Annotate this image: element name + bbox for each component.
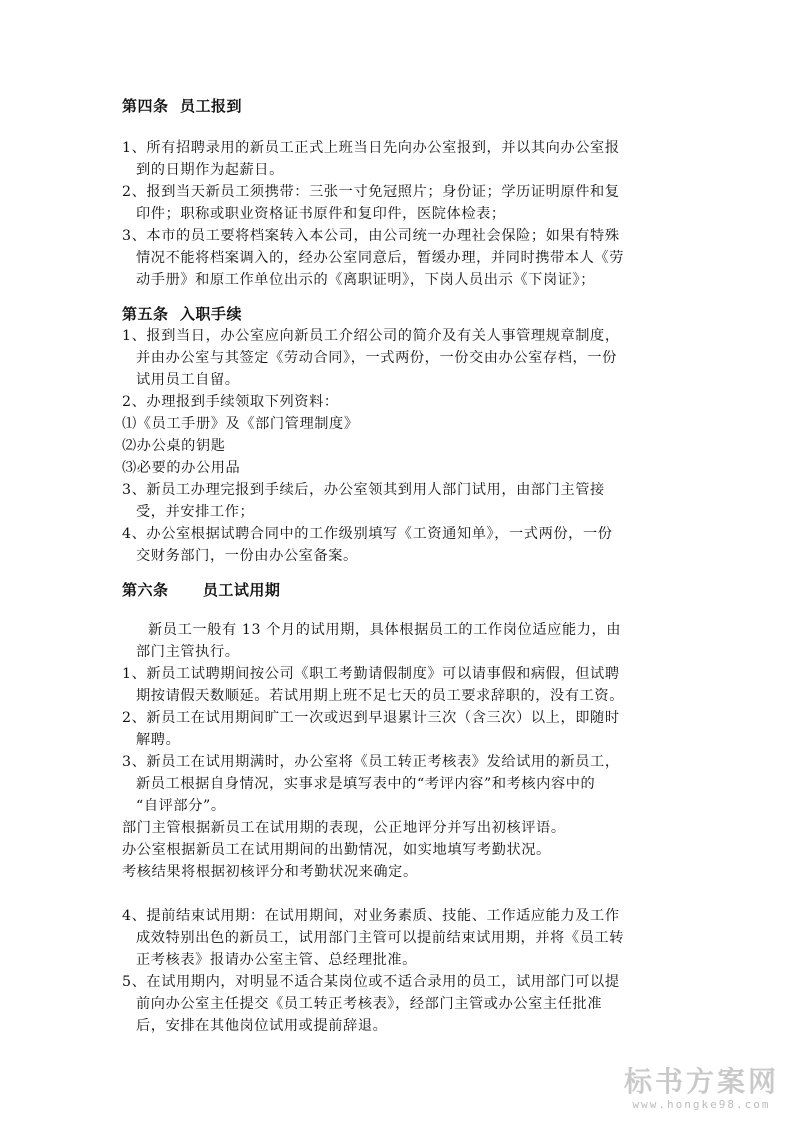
section-6-line: 4、提前结束试用期：在试用期间，对业务素质、技能、工作适应能力及工作	[122, 908, 620, 924]
section-6-line: 解聘。	[136, 732, 181, 748]
section-5-heading: 第五条 入职手续	[122, 305, 242, 323]
section-6-line: 期按请假天数顺延。若试用期上班不足七天的员工要求辞职的，没有工资。	[136, 688, 624, 704]
watermark-url: www.hongke98.com	[632, 1098, 771, 1111]
section-5-line: 交财务部门，一份由办公室备案。	[136, 548, 358, 564]
section-4-line: 1、所有招聘录用的新员工正式上班当日先向办公室报到，并以其向办公室报	[122, 140, 620, 156]
section-5-line: 2、办理报到手续领取下列资料：	[122, 394, 339, 410]
section-5-line: 4、办公室根据试聘合同中的工作级别填写《工资通知单》，一式两份，一份	[122, 526, 613, 542]
section-5-line: ⑴《员工手册》及《部门管理制度》	[122, 416, 359, 432]
section-6-line: 5、在试用期内，对明显不适合某岗位或不适合录用的员工，试用部门可以提	[122, 974, 620, 990]
section-6-line: 正考核表》报请办公室主管、总经理批准。	[136, 952, 417, 968]
section-4-line: 到的日期作为起薪日。	[136, 162, 284, 178]
section-5-line: ⑵办公桌的钥匙	[122, 438, 226, 454]
section-4-heading: 第四条 员工报到	[122, 97, 242, 115]
section-5-line: ⑶必要的办公用品	[122, 460, 241, 476]
section-6-line: 成效特别出色的新员工，试用部门主管可以提前结束试用期，并将《员工转	[136, 930, 624, 946]
section-4-line: 印件；职称或职业资格证书原件和复印件，医院体检表；	[136, 206, 506, 222]
section-6-line: 部门主管根据新员工在试用期的表现，公正地评分并写出初核评语。	[122, 820, 566, 836]
section-6-line: 部门主管执行。	[136, 644, 240, 660]
section-6-heading: 第六条 员工试用期	[122, 581, 281, 599]
section-4-line: 3、本市的员工要将档案转入本公司，由公司统一办理社会保险；如果有特殊	[122, 228, 620, 244]
section-6-line: 新员工根据自身情况，实事求是填写表中的“考评内容”和考核内容中的	[136, 776, 596, 792]
section-6-line: 2、新员工在试用期间旷工一次或迟到早退累计三次（含三次）以上，即随时	[122, 710, 620, 726]
section-6-line: 1、新员工试聘期间按公司《职工考勤请假制度》可以请事假和病假，但试聘	[122, 666, 620, 682]
section-6-line: 考核结果将根据初核评分和考勤状况来确定。	[122, 864, 418, 880]
watermark-logo	[624, 1066, 779, 1112]
section-5-line: 1、报到当日，办公室应向新员工介绍公司的简介及有关人事管理规章制度，	[122, 328, 620, 344]
section-5-line: 受，并安排工作；	[136, 504, 255, 520]
section-6-line: 新员工一般有 13 个月的试用期，具体根据员工的工作岗位适应能力，由	[148, 622, 622, 638]
section-5-line: 3、新员工办理完报到手续后，办公室领其到用人部门试用，由部门主管接	[122, 482, 605, 498]
section-6-line: 办公室根据新员工在试用期间的出勤情况，如实地填写考勤状况。	[122, 842, 551, 858]
watermark-title: 标书方案网	[623, 1065, 779, 1098]
section-4-line: 动手册》和原工作单位出示的《离职证明》，下岗人员出示《下岗证》；	[136, 272, 596, 288]
section-6-line: “自评部分”。	[136, 798, 226, 814]
section-4-line: 情况不能将档案调入的，经办公室同意后，暂缓办理，并同时携带本人《劳	[136, 250, 624, 266]
section-4-line: 2、报到当天新员工须携带：三张一寸免冠照片；身份证；学历证明原件和复	[122, 184, 620, 200]
section-6-line: 前向办公室主任提交《员工转正考核表》，经部门主管或办公室主任批准	[136, 996, 603, 1012]
section-5-line: 并由办公室与其签定《劳动合同》，一式两份，一份交由办公室存档，一份	[136, 350, 617, 366]
section-5-line: 试用员工自留。	[136, 372, 240, 388]
section-6-line: 3、新员工在试用期满时，办公室将《员工转正考核表》发给试用的新员工，	[122, 754, 620, 770]
section-6-line: 后，安排在其他岗位试用或提前辞退。	[136, 1018, 388, 1034]
